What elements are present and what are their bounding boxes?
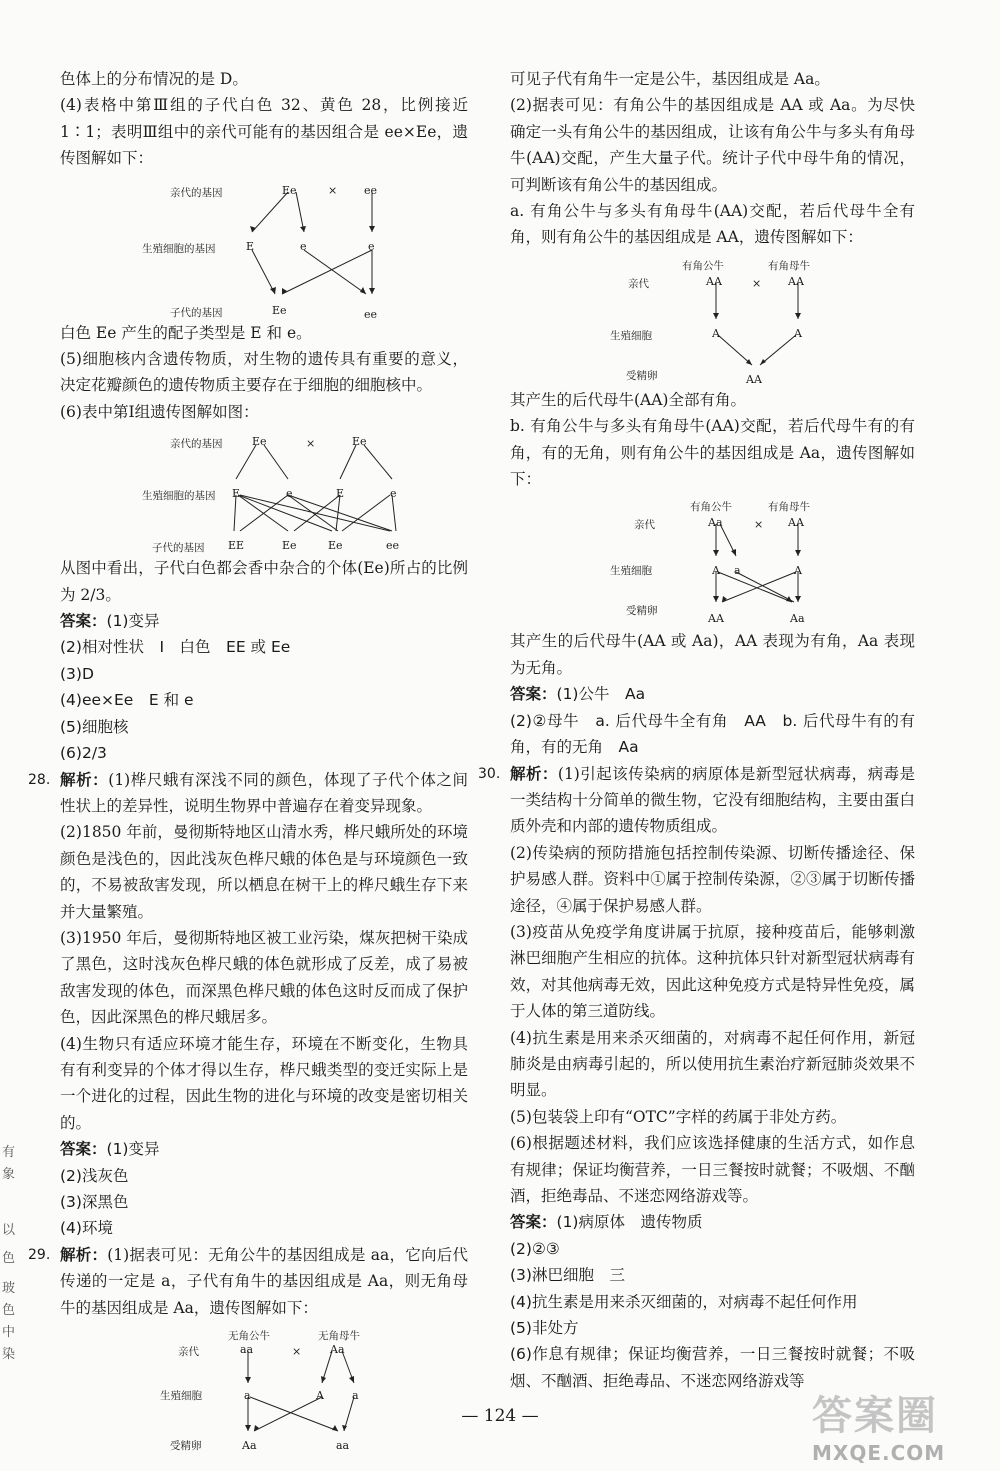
child-gene: aa: [336, 1439, 350, 1453]
paragraph: (1)引起该传染病的病原体是新型冠状病毒，病毒是一类结构十分简单的微生物，它没有细胞结构，主要由蛋白质外壳和内部的遗传物质组成。: [510, 764, 915, 836]
answer-label: 答案：: [510, 1213, 557, 1232]
gamete-gene: e: [300, 239, 307, 253]
margin-char: 玻: [2, 1281, 16, 1296]
question-number: 29.: [28, 1246, 51, 1263]
answer-line: (1)公牛 Aa: [556, 685, 646, 704]
parent-gene-1: Aa: [708, 516, 723, 530]
answer-block-30: [510, 1209, 915, 1235]
question-29: [28, 1242, 468, 1321]
answer-label: 答案：: [60, 1140, 107, 1159]
margin-char: 色: [2, 1303, 16, 1318]
answer-line: (3)D: [60, 664, 94, 683]
top-label: 有角公牛: [682, 259, 724, 272]
genetic-diagram-1: [60, 174, 468, 321]
genetic-diagram-3: [60, 1323, 468, 1453]
genetic-diagram-4: [510, 253, 915, 385]
child-gene: Ee: [282, 539, 297, 553]
child-gene: Aa: [790, 612, 805, 626]
question-number: 30.: [478, 765, 501, 782]
gamete-gene: E: [336, 487, 345, 501]
paragraph: 白色 Ee 产生的配子类型是 E 和 e。: [60, 323, 312, 342]
child-gene: EE: [228, 539, 245, 553]
question-30: [478, 761, 915, 840]
child-label: 受精卵: [626, 369, 658, 382]
gamete-gene-label: 生殖细胞的基因: [142, 490, 216, 503]
answer-block-28: [60, 1136, 468, 1162]
paragraph: (1)桦尺蛾有深浅不同的颜色，体现了子代个体之间性状上的差异性，说明生物界中普遍存在着变异现象。: [60, 770, 468, 815]
cross-symbol: ×: [292, 1345, 302, 1359]
margin-char: 象: [2, 1167, 16, 1182]
child-gene-label: 子代的基因: [152, 542, 205, 555]
paragraph: (4)表格中第Ⅲ组的子代白色 32、黄色 28，比例接近 1∶1；表明Ⅲ组中的亲代可能有的基因组合是 ee×Ee，遗传图解如下：: [60, 96, 468, 168]
cross-symbol: ×: [306, 437, 316, 451]
top-label: 无角母牛: [318, 1330, 360, 1343]
gamete-gene: A: [794, 326, 802, 340]
paragraph: (2)据表可见：有角公牛的基因组成是 AA 或 Aa。为尽快确定一头有角公牛的基因组成，让该有角公牛与多头有角母牛(AA)交配，产生大量子代。统计子代中母牛角的情况，可判断该有角公牛的基因组成。: [510, 96, 915, 194]
paragraph: (6)表中第Ⅰ组遗传图解如图：: [60, 402, 259, 421]
margin-char: 中: [2, 1325, 16, 1340]
parent-gene-label: 亲代的基因: [170, 438, 223, 451]
paragraph: 色体上的分布情况的是 D。: [60, 70, 248, 88]
analysis-label: 解析：: [60, 1245, 108, 1264]
gamete-gene: e: [390, 487, 397, 501]
gamete-label: 生殖细胞: [610, 565, 652, 578]
top-label: 有角母牛: [768, 501, 810, 514]
answer-line: (2)②③: [510, 1239, 560, 1258]
parent-gene-label: 亲代的基因: [170, 186, 223, 199]
top-label: 有角公牛: [690, 501, 732, 514]
paragraph: (2)1850 年前，曼彻斯特地区山清水秀，桦尺蛾所处的环境颜色是浅色的，因此浅灰色桦尺蛾的体色是与环境颜色一致的，不易被敌害发现，所以栖息在树干上的桦尺蛾生存下来并大量繁殖。: [60, 823, 468, 921]
answer-block-27: [60, 608, 468, 634]
child-label: 受精卵: [626, 605, 658, 618]
paragraph: (5)细胞核内含遗传物质，对生物的遗传具有重要的意义，决定花瓣颜色的遗传物质主要存在于细胞的细胞核中。: [60, 350, 468, 395]
answer-line: (5)非处方: [510, 1319, 579, 1338]
answer-line: (2)浅灰色: [60, 1166, 129, 1185]
answer-block-29: [510, 681, 915, 707]
parent-label: 亲代: [178, 1346, 199, 1359]
paragraph: (4)抗生素是用来杀灭细菌的，对病毒不起任何作用，新冠肺炎是由病毒引起的，所以使用抗生素治疗新冠肺炎效果不明显。: [510, 1028, 915, 1100]
page-number: — 124 —: [461, 1406, 539, 1426]
parent-gene-1: aa: [240, 1343, 254, 1357]
child-gene: AA: [746, 372, 762, 386]
answer-line: (2)相对性状 Ⅰ 白色 EE 或 Ee: [60, 638, 291, 657]
parent-gene-2: Ee: [352, 435, 367, 449]
cross-symbol: ×: [754, 518, 764, 532]
gamete-gene: E: [246, 239, 255, 253]
answer-line: (3)淋巴细胞 三: [510, 1266, 625, 1285]
answer-line: (6)2/3: [60, 744, 107, 763]
answer-line: (1)变异: [106, 1140, 160, 1159]
watermark-url: MXQE.COM: [812, 1441, 946, 1465]
paragraph: 可见子代有角牛一定是公牛，基因组成是 Aa。: [510, 70, 830, 88]
top-label: 有角母牛: [768, 259, 810, 272]
answer-label: 答案：: [60, 612, 107, 631]
parent-gene-1: AA: [706, 274, 722, 288]
paragraph: (5)包装袋上印有“OTC”字样的药属于非处方药。: [510, 1107, 847, 1126]
answer-line: (1)变异: [106, 612, 160, 631]
analysis-label: 解析：: [60, 770, 109, 789]
question-number: 28.: [28, 771, 51, 788]
parent-label: 亲代: [628, 277, 649, 290]
genetic-diagram-2: [60, 427, 468, 553]
gamete-gene: a: [352, 1389, 359, 1403]
margin-char: 染: [2, 1347, 16, 1362]
watermark-logo: [812, 1384, 992, 1468]
answer-line: (4)ee×Ee E 和 e: [60, 691, 194, 710]
child-gene: Aa: [242, 1439, 257, 1453]
paragraph: 其产生的后代母牛(AA)全部有角。: [510, 390, 746, 409]
child-gene: Ee: [328, 539, 343, 553]
paragraph: a. 有角公牛与多头有角母牛(AA)交配，若后代母牛全有角，则有角公牛的基因组成是 AA，遗传图解如下：: [510, 202, 915, 247]
parent-label: 亲代: [634, 519, 655, 532]
genetic-diagram-5: [510, 494, 915, 626]
cross-symbol: ×: [752, 276, 762, 290]
diagram-arrows: [60, 174, 460, 318]
watermark-text: 答案圈: [812, 1393, 938, 1439]
margin-char: 有: [2, 1145, 16, 1160]
paragraph: (3)1950 年后，曼彻斯特地区被工业污染，煤灰把树干染成了黑色，这时浅灰色桦尺蛾的体色就形成了反差，成了易被敌害发现的体色，而深黑色桦尺蛾的体色这时反而成了保护色，因此深黑色的桦尺蛾居多。: [60, 928, 468, 1027]
paragraph: (1)据表可见：无角公牛的基因组成是 aa，它向后代传递的一定是 a，子代有角牛的基因组成是 Aa，则无角母牛的基因组成是 Aa，遗传图解如下：: [60, 1245, 468, 1317]
question-28: [28, 767, 468, 820]
gamete-label: 生殖细胞: [160, 1390, 202, 1403]
child-gene: ee: [364, 307, 378, 321]
answer-line: (1)病原体 遗传物质: [556, 1213, 703, 1232]
gamete-gene: E: [232, 487, 241, 501]
parent-gene-2: Aa: [330, 1343, 345, 1357]
gamete-gene-label: 生殖细胞的基因: [142, 242, 216, 255]
paragraph: (3)疫苗从免疫学角度讲属于抗原，接种疫苗后，能够刺激淋巴细胞产生相应的抗体。这种抗体只针对新型冠状病毒有效，对其他病毒无效，因此这种免疫方式是特异性免疫，属于人体的第三道防线。: [510, 922, 915, 1021]
child-gene-label: 子代的基因: [170, 306, 223, 319]
paragraph: (6)根据题述材料，我们应该选择健康的生活方式，如作息有规律；保证均衡营养，一日三餐按时就餐；不吸烟、不酗酒，拒绝毒品、不迷恋网络游戏等。: [510, 1134, 915, 1205]
gamete-gene: e: [368, 239, 375, 253]
answer-label: 答案：: [510, 685, 557, 704]
child-gene: ee: [386, 539, 400, 553]
parent-gene-2: AA: [788, 274, 804, 288]
answer-line: (5)细胞核: [60, 717, 129, 736]
right-column: [478, 66, 915, 1394]
child-label: 受精卵: [170, 1440, 202, 1453]
gamete-gene: a: [734, 564, 741, 578]
answer-line: (2)②母牛 a. 后代母牛全有角 AA b. 后代母牛有的有角，有的无角 Aa: [510, 711, 915, 757]
cross-symbol: ×: [328, 183, 338, 197]
answer-line: (3)深黑色: [60, 1193, 129, 1211]
child-gene: Ee: [272, 303, 287, 317]
gamete-gene: A: [712, 564, 720, 578]
left-column: [28, 66, 468, 1453]
paragraph: 从图中看出，子代白色都会香中杂合的个体(Ee)所占的比例为 2/3。: [60, 559, 468, 604]
margin-char: 色: [2, 1251, 16, 1266]
parent-gene-2: AA: [788, 516, 804, 530]
parent-gene-2: ee: [364, 183, 378, 197]
gamete-label: 生殖细胞: [610, 329, 652, 342]
gamete-gene: a: [244, 1389, 251, 1403]
answer-line: (6)作息有规律；保证均衡营养，一日三餐按时就餐；不吸烟、不酗酒、拒绝毒品、不迷恋网络游戏等: [510, 1345, 915, 1390]
paragraph: (2)传染病的预防措施包括控制传染源、切断传播途径、保护易感人群。资料中①属于控制传染源，②③属于切断传播途径，④属于保护易感人群。: [510, 843, 915, 915]
answer-line: (4)抗生素是用来杀灭细菌的，对病毒不起任何作用: [510, 1292, 858, 1311]
parent-gene-1: Ee: [282, 183, 297, 197]
answer-line: (4)环境: [60, 1219, 113, 1238]
gamete-gene: A: [794, 564, 802, 578]
parent-gene-1: Ee: [252, 435, 267, 449]
gamete-gene: e: [286, 487, 293, 501]
top-label: 无角公牛: [228, 1330, 270, 1343]
gamete-gene: A: [316, 1389, 324, 1403]
paragraph: 其产生的后代母牛(AA 或 Aa)，AA 表现为有角，Aa 表现为无角。: [510, 632, 915, 677]
margin-char: 以: [2, 1223, 16, 1238]
child-gene: AA: [708, 612, 724, 626]
paragraph: b. 有角公牛与多头有角母牛(AA)交配，若后代母牛有的有角，有的无角，则有角公牛的基因组成是 Aa，遗传图解如下：: [510, 417, 915, 489]
paragraph: (4)生物只有适应环境才能生存，环境在不断变化，生物具有有利变异的个体才得以生存，桦尺蛾类型的变迁实际上是一个进化的过程，因此生物的进化与环境的改变是密切相关的。: [60, 1034, 468, 1132]
analysis-label: 解析：: [510, 764, 558, 783]
gamete-gene: A: [712, 326, 720, 340]
